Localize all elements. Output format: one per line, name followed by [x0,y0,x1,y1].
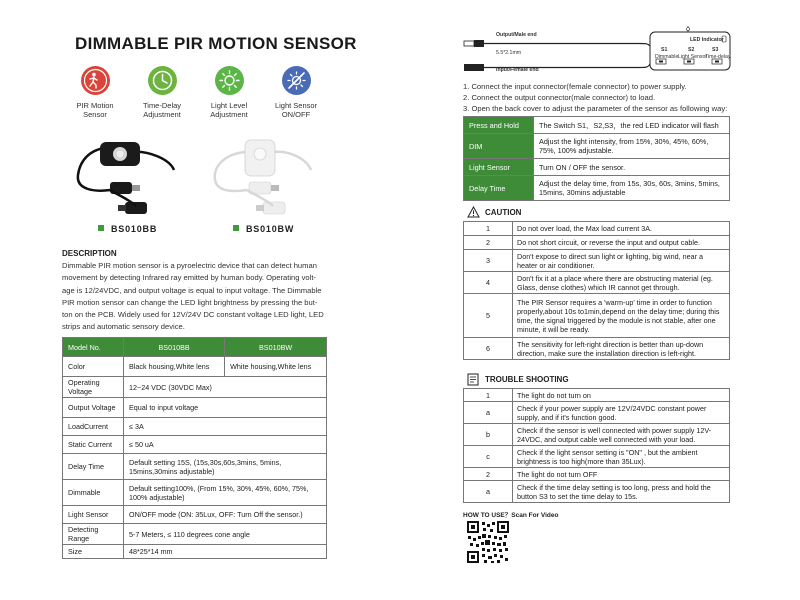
spec-label: Color [63,357,124,377]
trouble-number: 1 [464,389,513,402]
switch-s1-name: Dimmable [655,54,679,60]
feature-label-line1: PIR Motion [76,101,114,110]
trouble-number: b [464,424,513,446]
adjust-table [463,116,730,201]
spec-header-cell: Model No. [63,338,124,357]
spec-label: Detecting Range [63,524,124,545]
spec-value: 5-7 Meters, ≤ 110 degrees cone angle [124,524,327,545]
adjust-row [464,176,730,201]
adjust-label: Delay Time [464,176,534,201]
qr-code[interactable] [466,520,510,564]
spec-value: 48*25*14 mm [124,545,327,559]
trouble-row [464,446,730,468]
trouble-table [463,388,730,503]
caution-row [464,250,730,272]
switch-s1-id: S1 [661,47,668,53]
spec-row [63,357,327,377]
spec-row [63,480,327,506]
switch-s3-id: S3 [712,47,719,53]
spec-value: 12~24 VDC (30VDC Max) [124,377,327,398]
spec-row [63,524,327,545]
adjust-label: DIM [464,134,534,159]
trouble-number: a [464,481,513,503]
trouble-text: Check if the time delay setting is too long, press and hold the button S3 to set the time delay to 15s. [513,481,730,503]
switch-s3-name: Time-delay [705,54,731,60]
caution-heading: CAUTION [485,208,522,217]
spec-value: ≤ 3A [124,418,327,436]
adjust-row [464,117,730,134]
trouble-number: c [464,446,513,468]
caution-text: Do not short circuit, or reverse the input and output cable. [513,236,730,250]
adjust-value: The Switch S1、S2,S3，the red LED indicator will flash [534,117,730,134]
spec-label: Dimmable [63,480,124,506]
spec-value: ON/OFF mode (ON: 35Lux, OFF: Turn Off the sensor.) [124,506,327,524]
trouble-number: a [464,402,513,424]
caution-row [464,236,730,250]
feature-pir-motion [59,66,131,119]
trouble-row [464,481,730,503]
caution-text: Do not over load, the Max load current 3A. [513,222,730,236]
feature-label-line1: Light Level [210,101,248,110]
spec-label: Output Voltage [63,398,124,418]
caution-row [464,222,730,236]
adjust-row [464,134,730,159]
model-label-bb: BS010BB [98,224,157,234]
trouble-text: The light do not turn on [513,389,730,402]
spec-value: ≤ 50 uA [124,436,327,454]
step-2: 2. Connect the output connector(male connector) to load. [463,93,656,102]
trouble-text: Check if your power supply are 12V/24VDC constant power supply, and if it's function good. [513,402,730,424]
spec-label: LoadCurrent [63,418,124,436]
spec-label: Operating Voltage [63,377,124,398]
spec-header-cell: BS010BB [124,338,225,357]
plug-size-label: 5.5*2.1mm [496,50,522,56]
trouble-number: 2 [464,468,513,481]
trouble-row [464,468,730,481]
caution-text: Don't fix it at a place where there are obstructing material (eg. Glass, dense clothes) which IR cannot get through. [513,272,730,294]
spec-value: Default setting 15S, (15s,30s,60s,3mins, 5mins, 15mins,30mins adjustable) [124,454,327,480]
clock-icon [148,66,177,95]
feature-label-line2: Adjustment [143,110,181,119]
caution-number: 4 [464,272,513,294]
page-title: DIMMABLE PIR MOTION SENSOR [75,34,357,53]
motion-icon [81,66,110,95]
caution-text: The sensitivity for left-right direction is better than up-down direction, make sure the installation direction is left-right. [513,338,730,360]
spec-value: Default setting100%, (From 15%, 30%, 45%, 60%, 75%, 100% adjustable) [124,480,327,506]
adjust-label: Light Sensor [464,159,534,176]
trouble-row [464,424,730,446]
spec-row [63,377,327,398]
howto-label: HOW TO USE？Scan For Video [463,512,559,519]
adjust-label: Press and Hold [464,117,534,134]
spec-header-row [63,338,327,357]
trouble-heading: TROUBLE SHOOTING [485,375,569,384]
checklist-icon [467,373,479,386]
spec-value: White housing,White lens [225,357,327,377]
caution-text: Don't expose to direct sun light or lighting, big wind, near a heater or air conditioner. [513,250,730,272]
spec-row [63,454,327,480]
input-end-label: Input/Female end [496,67,539,73]
trouble-row [464,402,730,424]
model-label-bw: BS010BW [233,224,294,234]
spec-row [63,545,327,559]
caution-row [464,338,730,360]
description-text: Dimmable PIR motion sensor is a pyroelectric device that can detect human movement by detecting Infrared ray emitted by human body. Operating volt- age is 12/24VDC, and output voltage is equal to input voltage. The Dimmable PIR motion sensor can change the LED light brightness by pressing the but- ton on the PCB. Widely used for 12V/24V DC constant voltage LED light, LED strips and automatic sensory device. [62,261,324,332]
spec-value: Black housing,White lens [124,357,225,377]
trouble-text: The light do not turn OFF [513,468,730,481]
spec-row [63,418,327,436]
warning-icon [467,206,480,218]
adjust-value: Adjust the light intensity, from 15%, 30%, 45%, 60%, 75%, 100% adjustable. [534,134,730,159]
step-3: 3. Open the back cover to adjust the parameter of the sensor as following way: [463,104,728,113]
spec-header-cell: BS010BW [225,338,327,357]
led-indicator-label: LED Indicator [690,37,724,43]
caution-table [463,221,730,360]
spec-label: Light Sensor [63,506,124,524]
caution-number: 2 [464,236,513,250]
adjust-value: Adjust the delay time, from 15s, 30s, 60s, 3mins, 5mins, 15mins, 30mins adjustable [534,176,730,201]
spec-value: Equal to input voltage [124,398,327,418]
feature-label-line1: Light Sensor [274,101,318,110]
model-marker [98,225,104,231]
adjust-value: Turn ON / OFF the sensor. [534,159,730,176]
spec-row [63,506,327,524]
feature-label-line2: Adjustment [210,110,248,119]
spec-label: Size [63,545,124,559]
feature-label-line1: Time-Delay [142,101,182,110]
caution-row [464,294,730,338]
caution-number: 1 [464,222,513,236]
spec-label: Delay Time [63,454,124,480]
sun-icon [215,66,244,95]
caution-text: The PIR Sensor requires a 'warm-up' time in order to function properly,about 10s to1min,depend on the delay time; during this time, the signal triggered by the module is not stable, after one minute, it will be ready. [513,294,730,338]
spec-row [63,436,327,454]
output-end-label: Output/Male end [496,32,537,38]
product-image-white [205,130,315,220]
model-marker [233,225,239,231]
trouble-text: Check if the sensor is well connected with power supply 12V-24VDC, and output cable well connected with your load. [513,424,730,446]
caution-number: 5 [464,294,513,338]
trouble-row [464,389,730,402]
switch-s2-id: S2 [688,47,695,53]
feature-light-sensor [260,66,332,119]
caution-number: 6 [464,338,513,360]
product-image-black [70,130,180,220]
feature-label-line2: ON/OFF [281,110,311,119]
spec-table [62,337,327,559]
spec-label: Static Current [63,436,124,454]
feature-label-line2: Sensor [83,110,107,119]
switch-s2-name: Light Sensor [678,54,708,60]
adjust-row [464,159,730,176]
feature-time-delay [126,66,198,119]
spec-row [63,398,327,418]
light-sensor-icon [282,66,311,95]
caution-number: 3 [464,250,513,272]
feature-light-level [193,66,265,119]
trouble-text: Check if the light sensor setting is "ON" , but the ambient brightness is too high(more than 35Lux). [513,446,730,468]
step-1: 1. Connect the input connector(female connector) to power supply. [463,82,687,91]
caution-row [464,272,730,294]
description-heading: DESCRIPTION [62,249,117,258]
